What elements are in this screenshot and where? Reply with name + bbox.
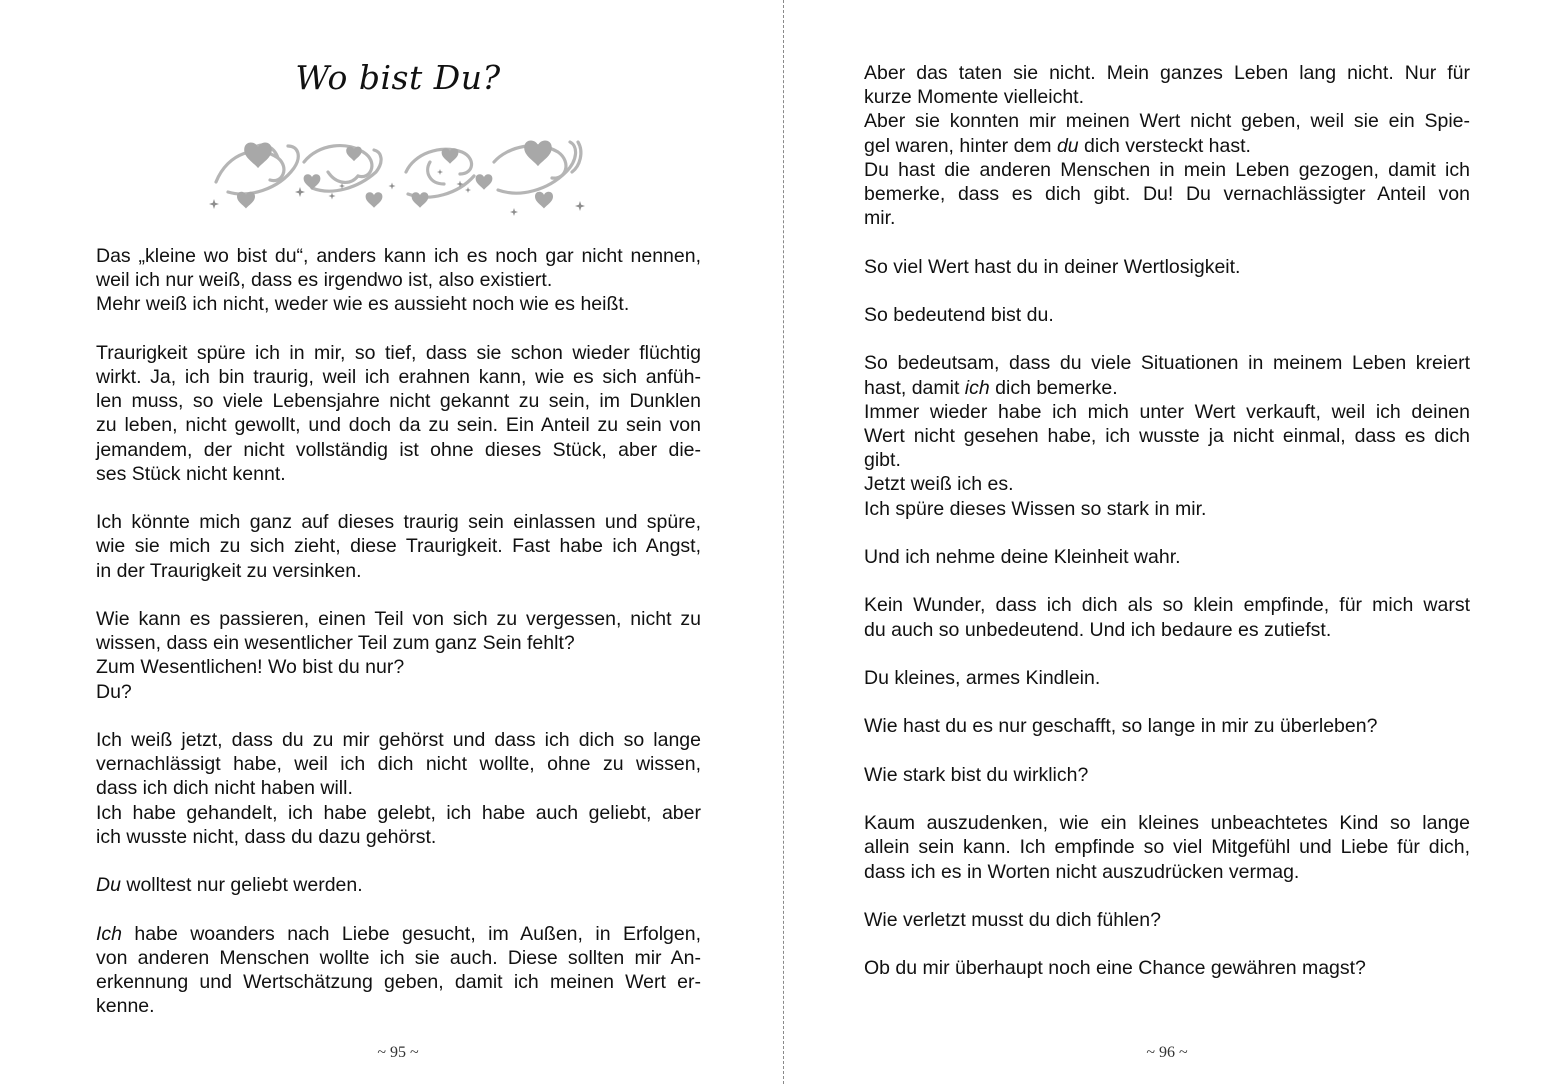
text-line: Jetzt weiß ich es. <box>864 473 1014 496</box>
text-line: Kein Wunder, dass ich dich als so klein empfinde, für mich warst <box>864 594 1470 617</box>
paragraph <box>864 763 1470 787</box>
paragraph <box>96 873 701 897</box>
text-line: Ich könnte mich ganz auf dieses traurig sein einlassen und spüre, <box>96 511 701 534</box>
paragraph <box>96 922 701 1019</box>
paragraph <box>864 303 1470 327</box>
paragraph <box>864 255 1470 279</box>
text-line: So bedeutsam, dass du viele Situationen in meinem Leben kreiert <box>864 352 1470 375</box>
text-line: Aber sie konnten mir meinen Wert nicht geben, weil sie ein Spie- <box>864 110 1470 133</box>
paragraph <box>864 351 1470 520</box>
text-line: Ich habe gehandelt, ich habe gelebt, ich habe auch geliebt, aber <box>96 801 701 824</box>
text-line: Wie hast du es nur geschafft, so lange in mir zu überleben? <box>864 715 1378 738</box>
text-line: Mehr weiß ich nicht, weder wie es aussieht noch wie es heißt. <box>96 293 630 316</box>
text-line: Kaum auszudenken, wie ein kleines unbeachtetes Kind so lange <box>864 812 1470 835</box>
heart-swirl-ornament <box>208 132 588 218</box>
paragraph <box>864 908 1470 932</box>
emphasis: Du <box>96 874 121 897</box>
text-line: Immer wieder habe ich mich unter Wert verkauft, weil ich deinen <box>864 400 1470 423</box>
emphasis: Ich <box>96 922 123 945</box>
text-line: Du? <box>96 680 132 703</box>
right-page <box>785 0 1568 1084</box>
text-line: Wie kann es passieren, einen Teil von sich zu vergessen, nicht zu <box>96 608 701 630</box>
text-line <box>96 922 701 946</box>
text-line: dass ich es in Worten nicht auszudrücken vermag. <box>864 860 1300 883</box>
text-run: dich bemerke. <box>989 376 1118 399</box>
page-number: ~ 95 ~ <box>377 1044 419 1061</box>
text-run: gel waren, hinter dem <box>864 134 1057 157</box>
left-page-body <box>96 244 701 1043</box>
chapter-title: Wo bist Du? <box>295 58 501 97</box>
text-line: Das „kleine wo bist du“, anders kann ich es noch gar nicht nennen, <box>96 245 701 267</box>
text-line: Du hast die anderen Menschen in mein Leben gezogen, damit ich <box>864 158 1470 181</box>
text-run: dich versteckt hast. <box>1078 134 1251 157</box>
text-line: Aber das taten sie nicht. Mein ganzes Leben lang nicht. Nur für <box>864 62 1470 84</box>
text-line <box>96 873 701 897</box>
left-page <box>0 0 783 1084</box>
page-divider <box>783 0 784 1084</box>
text-line: So bedeutend bist du. <box>864 304 1054 326</box>
text-line: Ob du mir überhaupt noch eine Chance gewähren magst? <box>864 957 1366 980</box>
paragraph <box>864 956 1470 980</box>
paragraph <box>96 607 701 704</box>
text-line: Ich spüre dieses Wissen so stark in mir. <box>864 497 1207 520</box>
paragraph <box>96 510 701 583</box>
text-line: von anderen Menschen wollte ich sie auch. Diese sollten mir An- <box>96 946 701 969</box>
text-run: wolltest nur geliebt werden. <box>120 874 363 897</box>
text-line: du auch so unbedeutend. Und ich bedaure es zutiefst. <box>864 618 1332 641</box>
text-line: in der Traurigkeit zu versinken. <box>96 559 362 582</box>
text-line: kenne. <box>96 995 155 1018</box>
paragraph <box>96 341 701 486</box>
text-line: ses Stück nicht kennt. <box>96 462 286 485</box>
paragraph <box>96 728 701 849</box>
text-line: allein sein kann. Ich empfinde so viel Mitgefühl und Liebe für dich, <box>864 836 1470 859</box>
right-page-body <box>864 61 1470 1005</box>
paragraph <box>864 61 1470 230</box>
text-line: bemerke, dass es dich gibt. Du! Du vernachlässigter Anteil von <box>864 183 1470 206</box>
paragraph <box>864 714 1470 738</box>
paragraph <box>864 593 1470 641</box>
text-line: gibt. <box>864 449 901 472</box>
text-line: erkennung und Wertschätzung geben, damit ich meinen Wert er- <box>96 971 701 993</box>
text-line: Du kleines, armes Kindlein. <box>864 666 1101 689</box>
text-line: ich wusste nicht, dass du dazu gehörst. <box>96 825 437 848</box>
text-line: wissen, dass ein wesentlicher Teil zum ganz Sein fehlt? <box>96 632 575 655</box>
paragraph <box>864 811 1470 884</box>
text-line: weil ich nur weiß, dass es irgendwo ist, also existiert. <box>96 269 553 292</box>
paragraph <box>864 545 1470 569</box>
text-line: Zum Wesentlichen! Wo bist du nur? <box>96 656 405 679</box>
text-line: wie sie mich zu sich zieht, diese Traurigkeit. Fast habe ich Angst, <box>96 535 701 558</box>
paragraph <box>96 244 701 317</box>
text-line: Ich weiß jetzt, dass du zu mir gehörst und dass ich dich so lange <box>96 729 701 751</box>
text-run: habe woanders nach Liebe gesucht, im Außen, in Erfolgen, <box>122 922 701 945</box>
text-line: vernachlässigt habe, weil ich dich nicht wollte, ohne zu wissen, <box>96 753 701 776</box>
text-line: Wie stark bist du wirklich? <box>864 763 1089 786</box>
page-number: ~ 96 ~ <box>1146 1044 1188 1061</box>
text-line: Wie verletzt musst du dich fühlen? <box>864 908 1161 931</box>
text-line <box>864 134 1470 158</box>
text-line: mir. <box>864 207 896 230</box>
text-line <box>864 376 1470 400</box>
text-line: len muss, so viele Lebensjahre nicht gekannt zu sein, im Dunklen <box>96 390 701 413</box>
paragraph <box>864 666 1470 690</box>
text-line: Traurigkeit spüre ich in mir, so tief, dass sie schon wieder flüchtig <box>96 341 701 364</box>
text-line: Wert nicht gesehen habe, ich wusste ja nicht einmal, dass es dich <box>864 425 1470 447</box>
emphasis: ich <box>964 376 990 399</box>
text-line: Und ich nehme deine Kleinheit wahr. <box>864 546 1181 568</box>
text-line: wirkt. Ja, ich bin traurig, weil ich erahnen kann, wie es sich anfüh- <box>96 366 701 388</box>
text-line: So viel Wert hast du in deiner Wertlosigkeit. <box>864 255 1241 278</box>
text-line: zu leben, nicht gewollt, und doch da zu sein. Ein Anteil zu sein von <box>96 414 701 437</box>
text-line: jemandem, der nicht vollständig ist ohne dieses Stück, aber die- <box>96 438 701 461</box>
text-run: hast, damit <box>864 376 965 399</box>
text-line: kurze Momente vielleicht. <box>864 86 1085 109</box>
text-line: dass ich dich nicht haben will. <box>96 777 353 800</box>
emphasis: du <box>1056 134 1079 157</box>
